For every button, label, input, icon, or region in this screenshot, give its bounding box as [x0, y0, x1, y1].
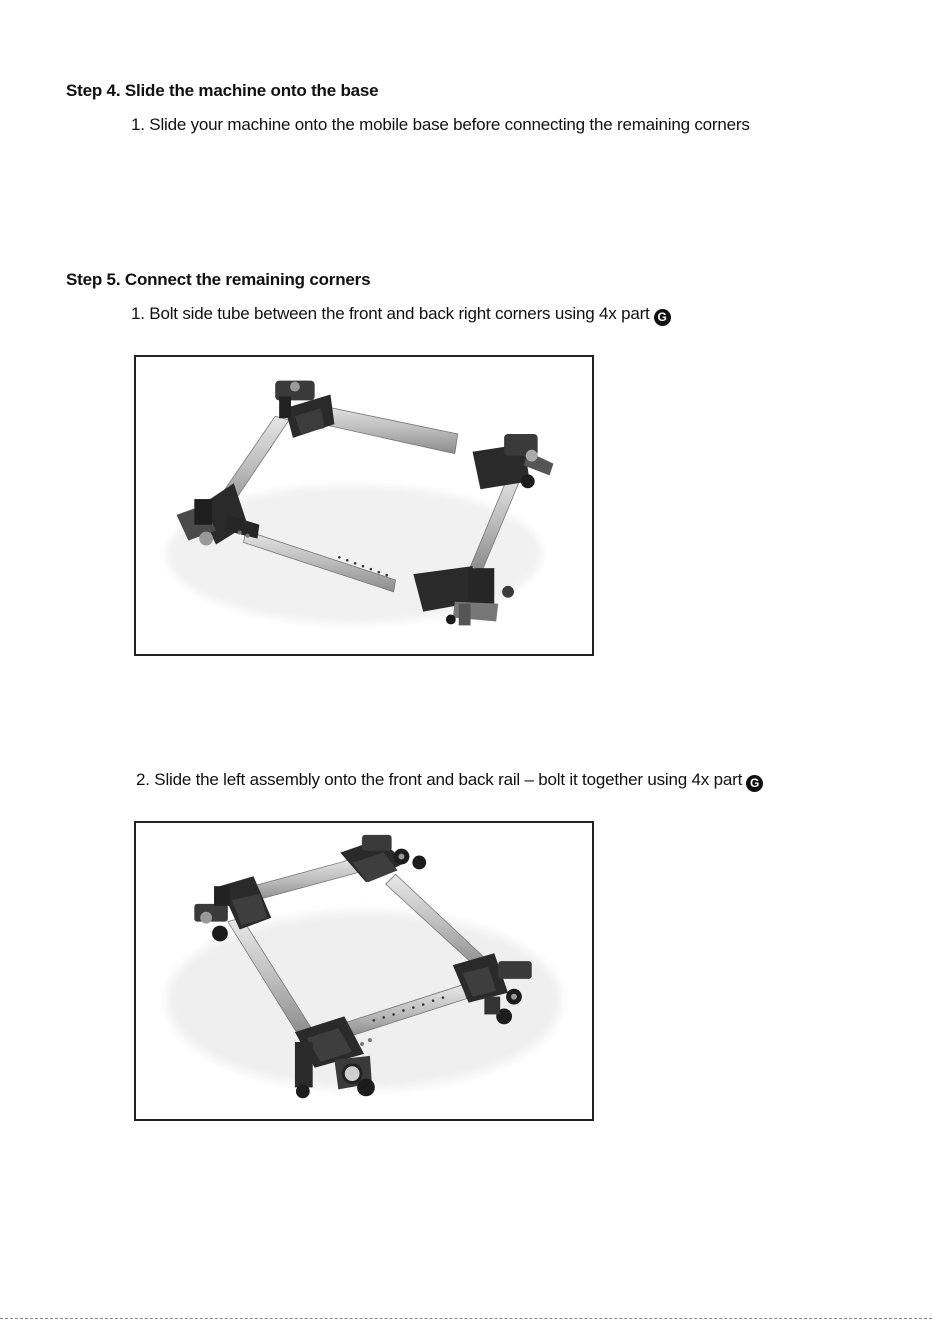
step5-instruction-2-text: 2. Slide the left assembly onto the front and back rail – bolt it together using 4x part — [136, 770, 743, 789]
figure-1-frame — [134, 355, 594, 656]
step5-instruction-2 — [136, 770, 763, 792]
mobile-base-open-right-side-illustration — [136, 357, 592, 654]
part-g-badge: G — [746, 775, 763, 792]
step5-instruction-1 — [131, 304, 671, 326]
step4-instruction: 1. Slide your machine onto the mobile base before connecting the remaining corners — [131, 115, 750, 134]
step4-heading: Step 4. Slide the machine onto the base — [66, 81, 379, 100]
part-g-badge: G — [654, 309, 671, 326]
mobile-base-assembled-illustration — [136, 823, 592, 1119]
corner-back — [340, 835, 426, 882]
corner-back-left — [275, 381, 334, 438]
figure-2-frame — [134, 821, 594, 1121]
step5-heading: Step 5. Connect the remaining corners — [66, 270, 371, 289]
corner-back-right — [473, 434, 554, 489]
step5-instruction-1-text: 1. Bolt side tube between the front and back right corners using 4x part — [131, 304, 650, 323]
page-edge — [0, 1318, 932, 1319]
